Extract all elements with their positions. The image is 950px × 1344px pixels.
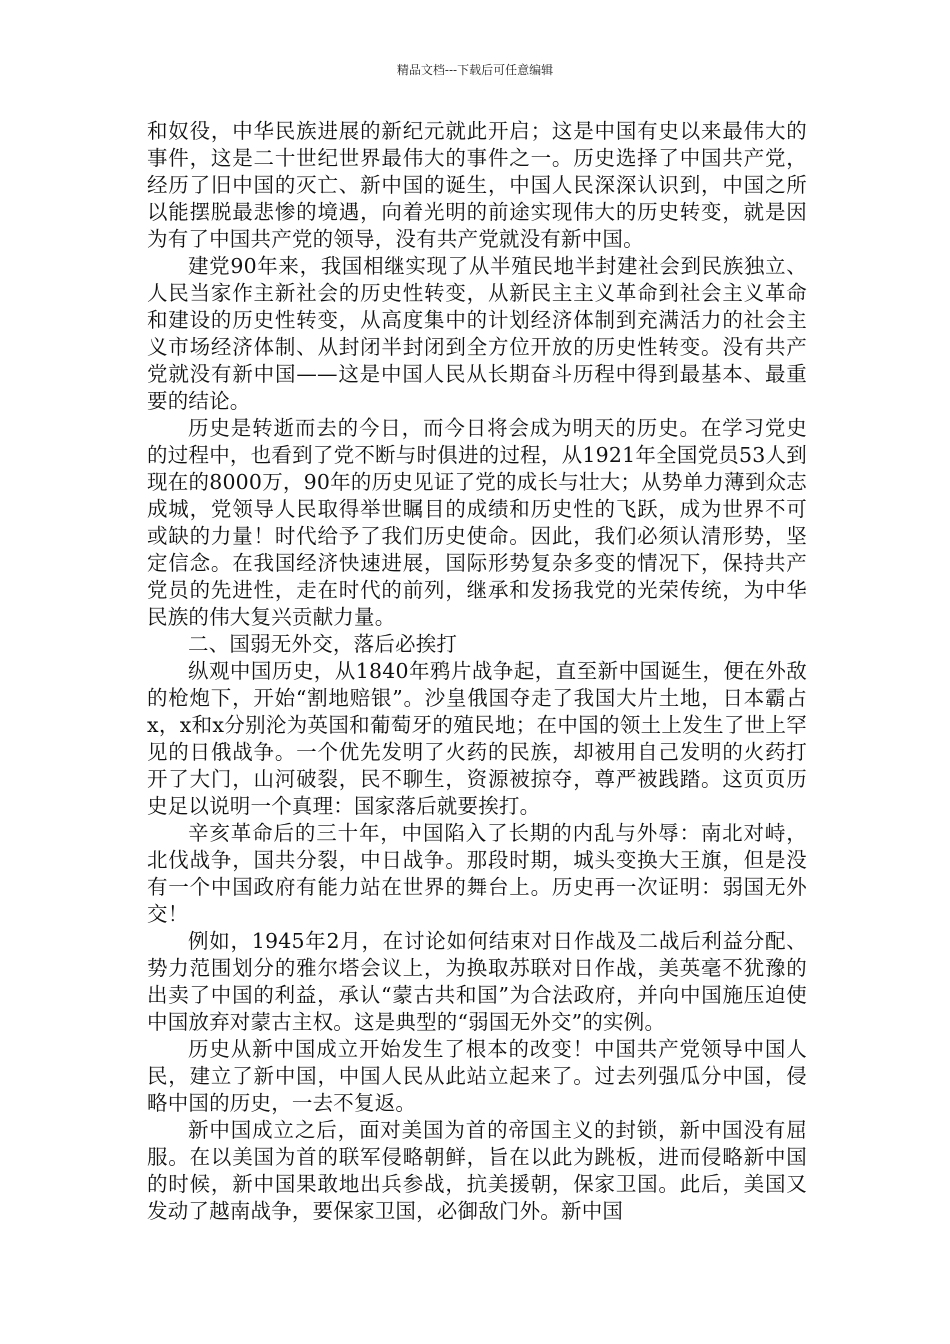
paragraph: 历史是转逝而去的今日，而今日将会成为明天的历史。在学习党史的过程中，也看到了党不断与时俱进的过程，从1921年全国党员53人到现在的8000万，90年的历史见证了党的成长与壮大；从势单力薄到众志成城，党领导人民取得举世瞩目的成绩和历史性的飞跃，成为世界不可或缺的力量！时代给予了我们历史使命。因此，我们必须认清形势，坚定信念。在我国经济快速进展，国际形势复杂多变的情况下，保持共产党员的先进性，走在时代的前列，继承和发扬我党的光荣传统，为中华民族的伟大复兴贡献力量。 bbox=[147, 416, 807, 629]
section-heading: 二、国弱无外交，落后必挨打 bbox=[188, 632, 458, 656]
paragraph: 历史从新中国成立开始发生了根本的改变！中国共产党领导中国人民，建立了新中国，中国人民从此站立起来了。过去列强瓜分中国，侵略中国的历史，一去不复返。 bbox=[147, 1037, 807, 1115]
paragraph: 纵观中国历史，从1840年鸦片战争起，直至新中国诞生，便在外敌的枪炮下，开始“割地赔银”。沙皇俄国夺走了我国大片土地，日本霸占x，x和x分别沦为英国和葡萄牙的殖民地；在中国的领土上发生了世上罕见的日俄战争。一个优先发明了火药的民族，却被用自己发明的火药打开了大门，山河破裂，民不聊生，资源被掠夺，尊严被践踏。这页页历史足以说明一个真理：国家落后就要挨打。 bbox=[147, 659, 807, 818]
paragraph: 新中国成立之后，面对美国为首的帝国主义的封锁，新中国没有屈服。在以美国为首的联军侵略朝鲜，旨在以此为跳板，进而侵略新中国的时候，新中国果敢地出兵参战，抗美援朝，保家卫国。此后，美国又发动了越南战争，要保家卫国，必御敌门外。新中国 bbox=[147, 1118, 807, 1223]
paragraph: 和奴役，中华民族进展的新纪元就此开启；这是中国有史以来最伟大的事件，这是二十世纪世界最伟大的事件之一。历史选择了中国共产党，经历了旧中国的灭亡、新中国的诞生，中国人民深深认识到，中国之所以能摆脱最悲惨的境遇，向着光明的前途实现伟大的历史转变，就是因为有了中国共产党的领导，没有共产党就没有新中国。 bbox=[147, 119, 807, 251]
document-body bbox=[147, 118, 807, 1225]
paragraph: 例如，1945年2月，在讨论如何结束对日作战及二战后利益分配、势力范围划分的雅尔塔会议上，为换取苏联对日作战，美英毫不犹豫的出卖了中国的利益，承认“蒙古共和国”为合法政府，并向中国施压迫使中国放弃对蒙古主权。这是典型的“弱国无外交”的实例。 bbox=[147, 929, 807, 1034]
paragraph: 建党90年来，我国相继实现了从半殖民地半封建社会到民族独立、人民当家作主新社会的历史性转变，从新民主主义革命到社会主义革命和建设的历史性转变，从高度集中的计划经济体制到充满活力的社会主义市场经济体制、从封闭半封闭到全方位开放的历史性转变。没有共产党就没有新中国——这是中国人民从长期奋斗历程中得到最基本、最重要的结论。 bbox=[147, 254, 807, 413]
page-header: 精品文档---下载后可任意编辑 bbox=[396, 63, 554, 77]
paragraph: 辛亥革命后的三十年，中国陷入了长期的内乱与外辱：南北对峙，北伐战争，国共分裂，中日战争。那段时期，城头变换大王旗，但是没有一个中国政府有能力站在世界的舞台上。历史再一次证明：弱国无外交！ bbox=[147, 821, 807, 926]
